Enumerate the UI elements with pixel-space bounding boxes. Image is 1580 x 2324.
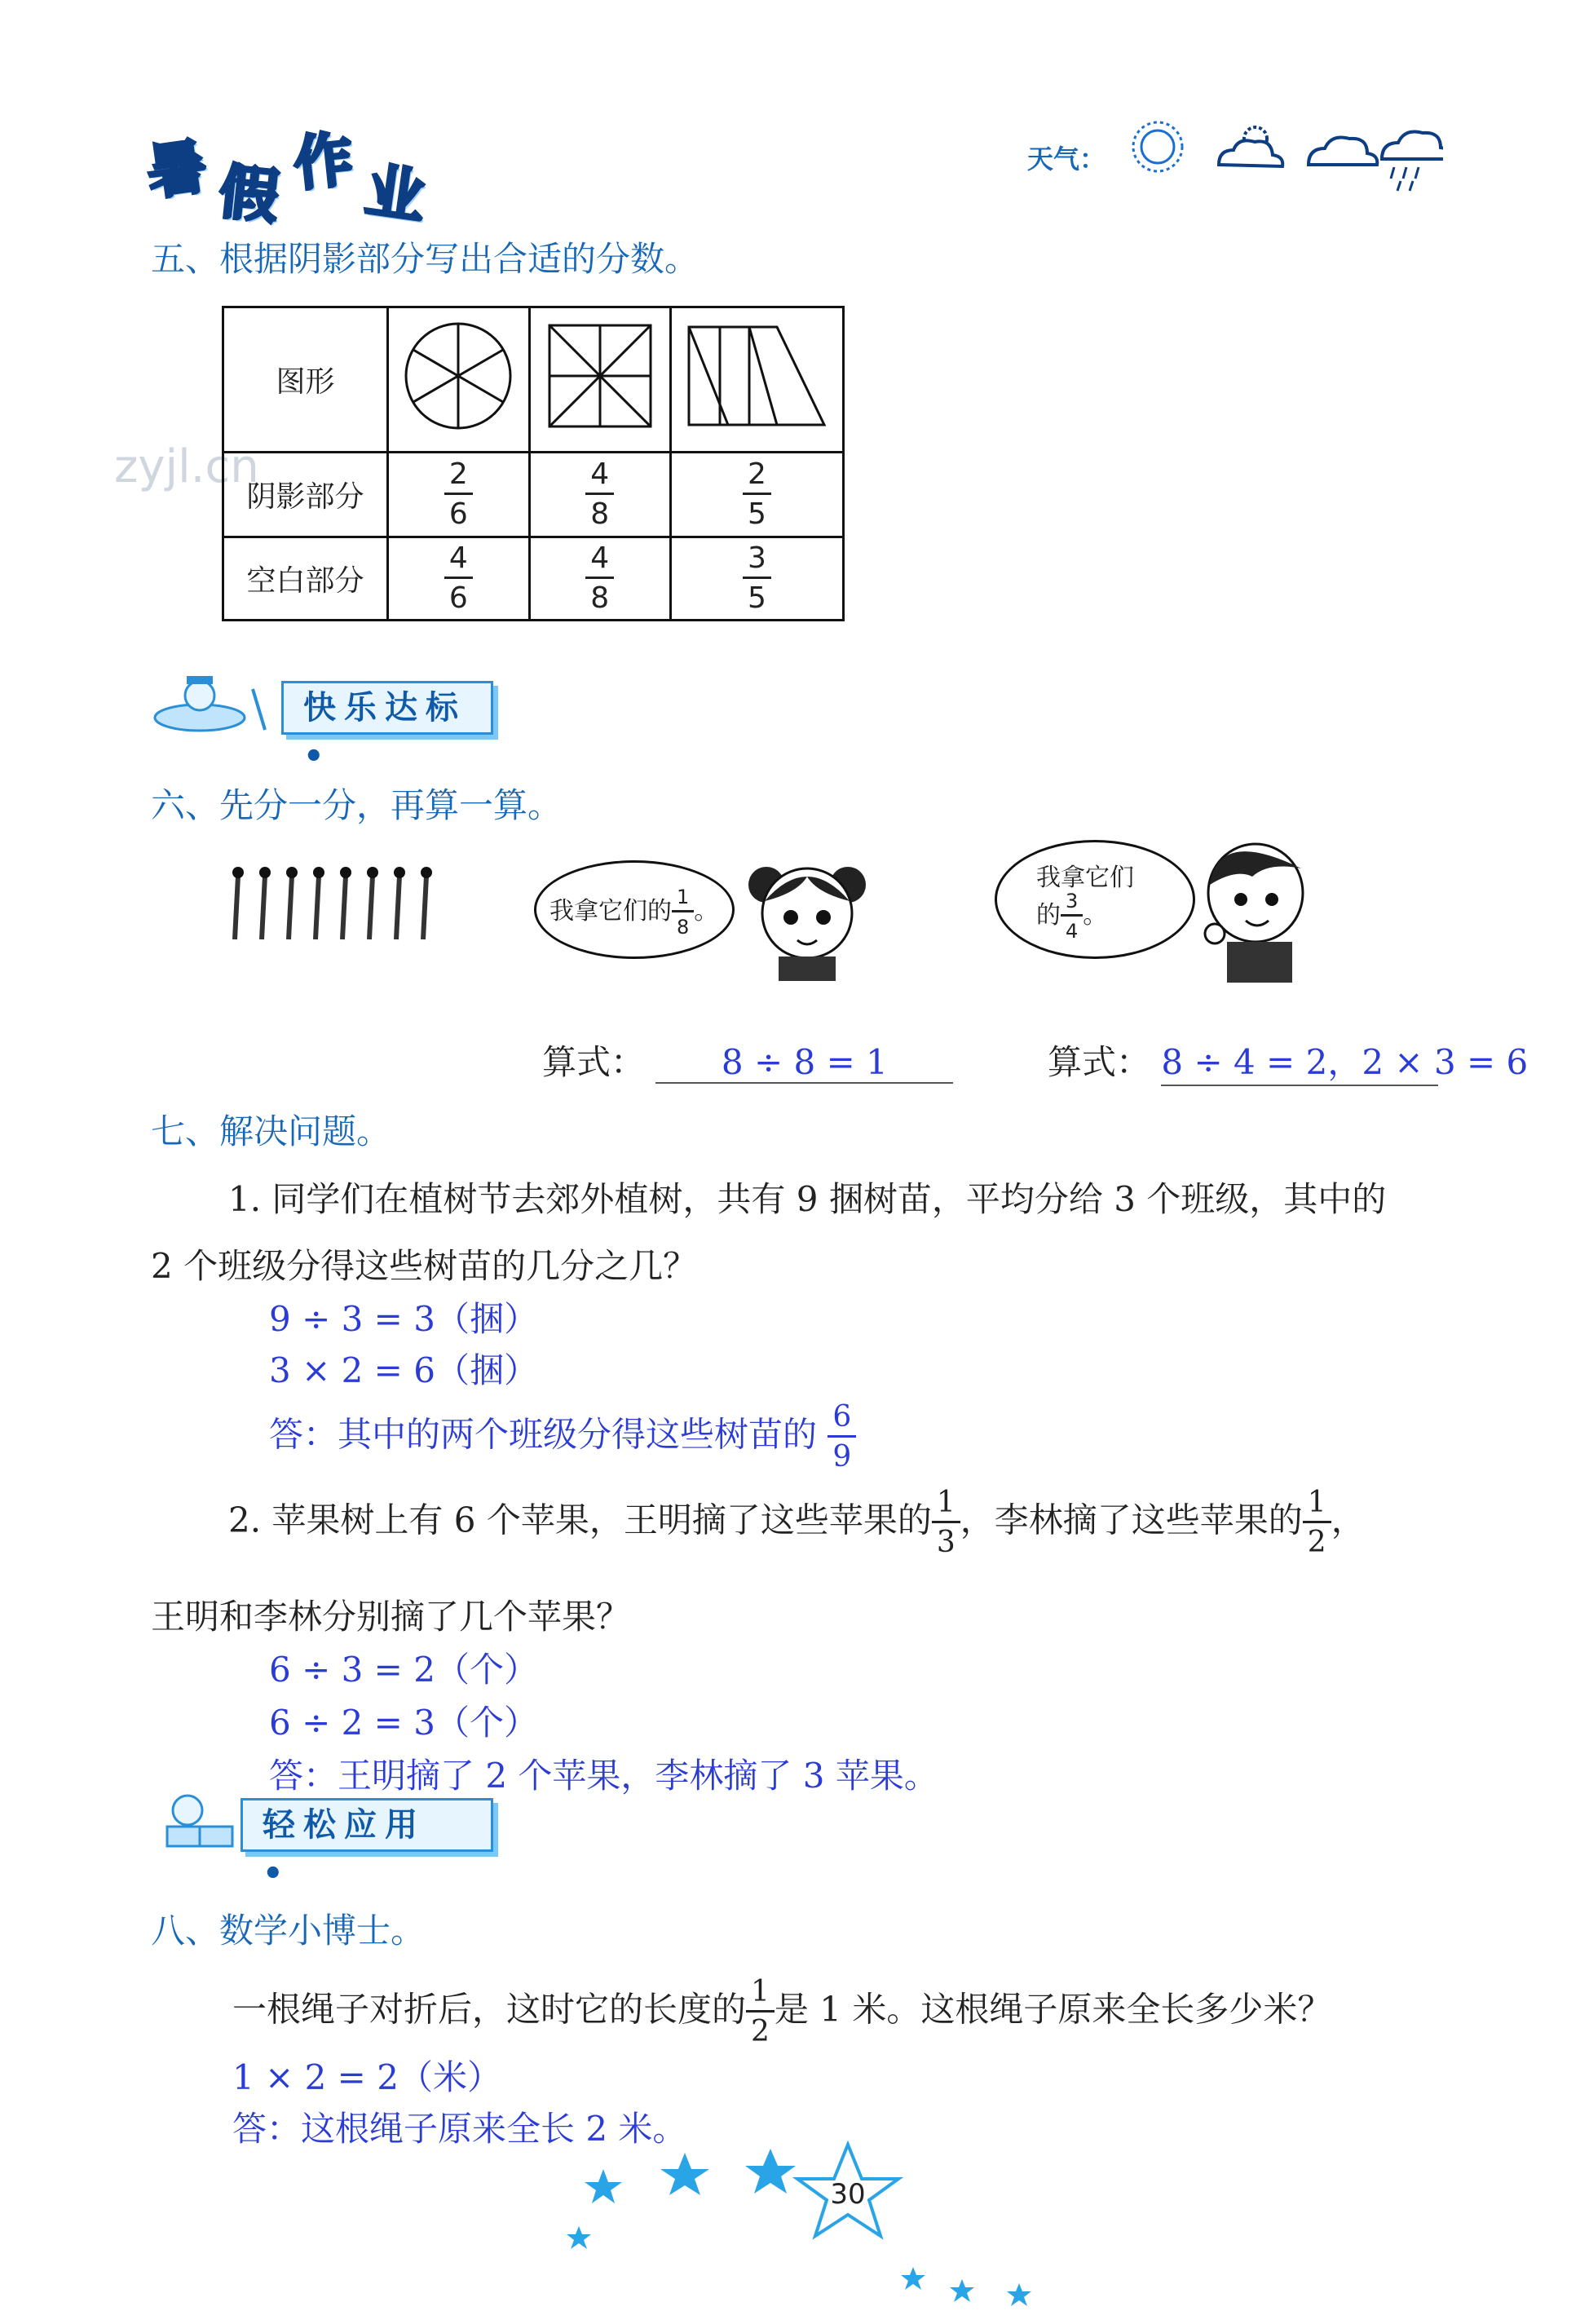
page-number: 30 (830, 2178, 866, 2211)
boy-fraction: $\frac{3}{4}$ (1061, 891, 1083, 941)
row-label-blank: 空白部分 (223, 537, 388, 621)
weather-icons (1117, 114, 1443, 196)
watermark: zyjl.cn (114, 440, 259, 493)
a1-fraction: $\frac{6}{9}$ (828, 1403, 856, 1472)
q8-line: 一根绳子对折后，这时它的长度的 $\frac{1}{2}$ 是 1 米。这根绳子原来全长多少米？ (232, 1975, 1332, 2048)
q1-line-1: 1. 同学们在植树节去郊外植树，共有 9 捆树苗，平均分给 3 个班级，其中的 (228, 1179, 1387, 1219)
girl-fraction: $\frac{1}{8}$ (672, 887, 694, 937)
q2-line-1: 2. 苹果树上有 6 个苹果，王明摘了这些苹果的 $\frac{1}{3}$ ，李林摘了这些苹果的 $\frac{1}{2}$ ， (228, 1486, 1366, 1559)
row-label-shape: 图形 (223, 307, 388, 453)
trapezoid-5-parts-icon (679, 319, 834, 433)
a1-answer: 答：其中的两个班级分得这些树苗的 $\frac{6}{9}$ (269, 1403, 856, 1472)
girl-avatar (734, 852, 880, 983)
logo-char-3: 作 (290, 124, 356, 199)
fraction-table (222, 306, 845, 621)
boy-avatar (1190, 836, 1321, 991)
banner-happy-goal (151, 673, 493, 775)
q2-fraction-1: $\frac{1}{3}$ (932, 1488, 960, 1557)
blank-fraction-1: $\frac{4}{6}$ (444, 544, 473, 613)
q1-line-2: 2 个班级分得这些树苗的几分之几？ (151, 1246, 698, 1286)
boy-formula-answer: 8 ÷ 4 = 2，2 × 3 = 6 (1161, 1036, 1438, 1086)
banner-easy-apply (151, 1790, 493, 1893)
cloud-icon (1309, 138, 1377, 166)
matchsticks-icon (228, 864, 465, 946)
q2-fraction-2: $\frac{1}{2}$ (1303, 1488, 1331, 1557)
weather-label: 天气： (1027, 144, 1106, 175)
boy-speech-bubble: 我拿它们 的 $\frac{3}{4}$ 。 (995, 840, 1195, 959)
girl-speech-bubble: 我拿它们的 $\frac{1}{8}$ 。 (534, 860, 735, 959)
a1-step-2: 3 × 2 = 6（捆） (269, 1350, 538, 1390)
q2-line-2: 王明和李林分别摘了几个苹果？ (151, 1597, 631, 1637)
blank-fraction-3: $\frac{3}{5}$ (743, 544, 771, 613)
star-icon (901, 2267, 925, 2290)
formula-label-1: 算式： (542, 1042, 646, 1082)
star-icon (1007, 2283, 1031, 2306)
a2-step-1: 6 ÷ 3 = 2（个） (269, 1650, 538, 1690)
row-label-shaded: 阴影部分 (223, 453, 388, 537)
star-icon (567, 2226, 591, 2249)
logo-char-1: 暑 (143, 131, 211, 208)
footer-stars (554, 2136, 1060, 2324)
banner-2-label: 轻松应用 • (241, 1798, 493, 1852)
sun-cloud-icon (1219, 127, 1282, 166)
star-icon (660, 2153, 709, 2195)
square-8-parts-icon (543, 319, 657, 433)
q8-fraction: $\frac{1}{2}$ (746, 1977, 775, 2047)
summer-homework-logo (143, 114, 440, 232)
a2-answer: 答：王明摘了 2 个苹果，李林摘了 3 苹果。 (269, 1756, 938, 1796)
section-7-title: 七、解决问题。 (151, 1111, 391, 1151)
shaded-fraction-3: $\frac{2}{5}$ (743, 460, 771, 529)
a2-step-2: 6 ÷ 2 = 3（个） (269, 1703, 538, 1743)
star-icon (745, 2149, 796, 2194)
a1-step-1: 9 ÷ 3 = 3（捆） (269, 1299, 538, 1339)
section-8-title: 八、数学小博士。 (151, 1911, 426, 1951)
a8-step: 1 × 2 = 2（米） (232, 2057, 501, 2097)
banner-1-label: 快乐达标 • (281, 681, 493, 735)
shaded-fraction-1: $\frac{2}{6}$ (444, 460, 473, 529)
star-icon (950, 2279, 974, 2302)
mascot-icon (151, 673, 273, 738)
logo-char-2: 假 (216, 157, 282, 232)
shape-circle-cell (388, 307, 529, 453)
a8-answer: 答：这根绳子原来全长 2 米。 (232, 2109, 687, 2149)
weather-row (1027, 114, 1435, 196)
rain-icon (1382, 132, 1443, 192)
shaded-fraction-2: $\frac{4}{8}$ (585, 460, 614, 529)
section-6-title: 六、先分一分，再算一算。 (151, 785, 563, 825)
logo-char-4: 业 (361, 156, 430, 232)
formula-label-2: 算式： (1048, 1042, 1151, 1082)
blank-fraction-2: $\frac{4}{8}$ (585, 544, 614, 613)
star-icon (585, 2169, 622, 2203)
boy-formula-row (1048, 1036, 1529, 1086)
circle-6-parts-icon (401, 319, 515, 433)
girl-formula-row (542, 1036, 953, 1085)
shape-trapezoid-cell (670, 307, 843, 453)
section-5-title: 五、根据阴影部分写出合适的分数。 (151, 239, 700, 279)
sun-icon (1133, 122, 1182, 171)
shape-square-cell (529, 307, 670, 453)
girl-formula-answer: 8 ÷ 8 = 1 (655, 1042, 953, 1084)
